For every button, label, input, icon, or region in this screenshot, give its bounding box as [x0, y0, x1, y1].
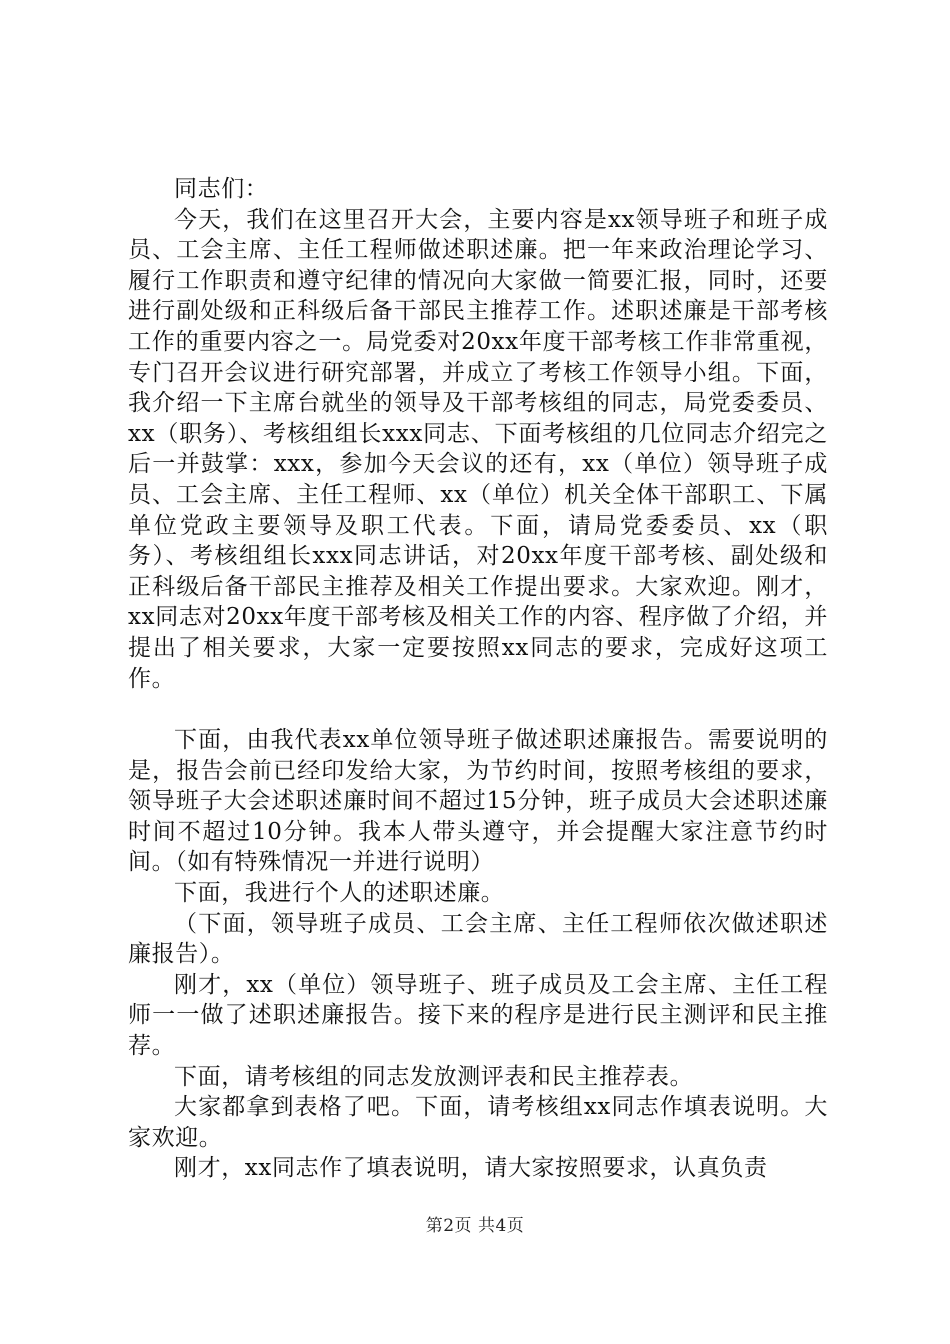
paragraph-gap	[128, 694, 828, 725]
members-report-paragraph: （下面，领导班子成员、工会主席、主任工程师依次做述职述廉报告）。	[128, 910, 828, 968]
greeting-paragraph: 同志们：	[174, 176, 269, 202]
closing-paragraph: 刚才，xx同志作了填表说明，请大家按照要求，认真负责	[174, 1155, 768, 1182]
opening-paragraph: 今天，我们在这里召开大会，主要内容是xx领导班子和班子成员、工会主席、主任工程师做述职述廉。把一年来政治理论学习、履行工作职责和遵守纪律的情况向大家做一简要汇报，同时，还要进行副处级和正科级后备干部民主推荐工作。述职述廉是干部考核工作的重要内容之一。局党委对20xx年度干部考核工作非常重视，专门召开会议进行研究部署，并成立了考核工作领导小组。下面，我介绍一下主席台就坐的领导及干部考核组的同志，局党委委员、xx（职务）、考核组组长xxx同志、下面考核组的几位同志介绍完之后一并鼓掌：xxx，参加今天会议的还有，xx（单位）领导班子成员、工会主席、主任工程师、xx（单位）机关全体干部职工、下属单位党政主要领导及职工代表。下面，请局党委委员、xx（职务）、考核组组长xxx同志讲话，对20xx年度干部考核、副处级和正科级后备干部民主推荐及相关工作提出要求。大家欢迎。刚才，xx同志对20xx年度干部考核及相关工作的内容、程序做了介绍，并提出了相关要求，大家一定要按照xx同志的要求，完成好这项工作。	[128, 206, 828, 692]
form-instructions-paragraph: 大家都拿到表格了吧。下面，请考核组xx同志作填表说明。大家欢迎。	[128, 1094, 828, 1151]
document-body	[128, 174, 828, 1184]
summary-paragraph: 刚才，xx（单位）领导班子、班子成员及工会主席、主任工程师一一做了述职述廉报告。接下来的程序是进行民主测评和民主推荐。	[128, 971, 828, 1060]
report-intro-paragraph: 下面，由我代表xx单位领导班子做述职述廉报告。需要说明的是，报告会前已经印发给大家，为节约时间，按照考核组的要求，领导班子大会述职述廉时间不超过15分钟，班子成员大会述职述廉时间不超过10分钟。我本人带头遵守，并会提醒大家注意节约时间。（如有特殊情况一并进行说明）	[128, 727, 828, 876]
distribution-paragraph: 下面，请考核组的同志发放测评表和民主推荐表。	[174, 1063, 694, 1090]
personal-report-paragraph: 下面，我进行个人的述职述廉。	[174, 880, 505, 907]
page-footer: 第2页 共4页	[425, 1216, 525, 1236]
